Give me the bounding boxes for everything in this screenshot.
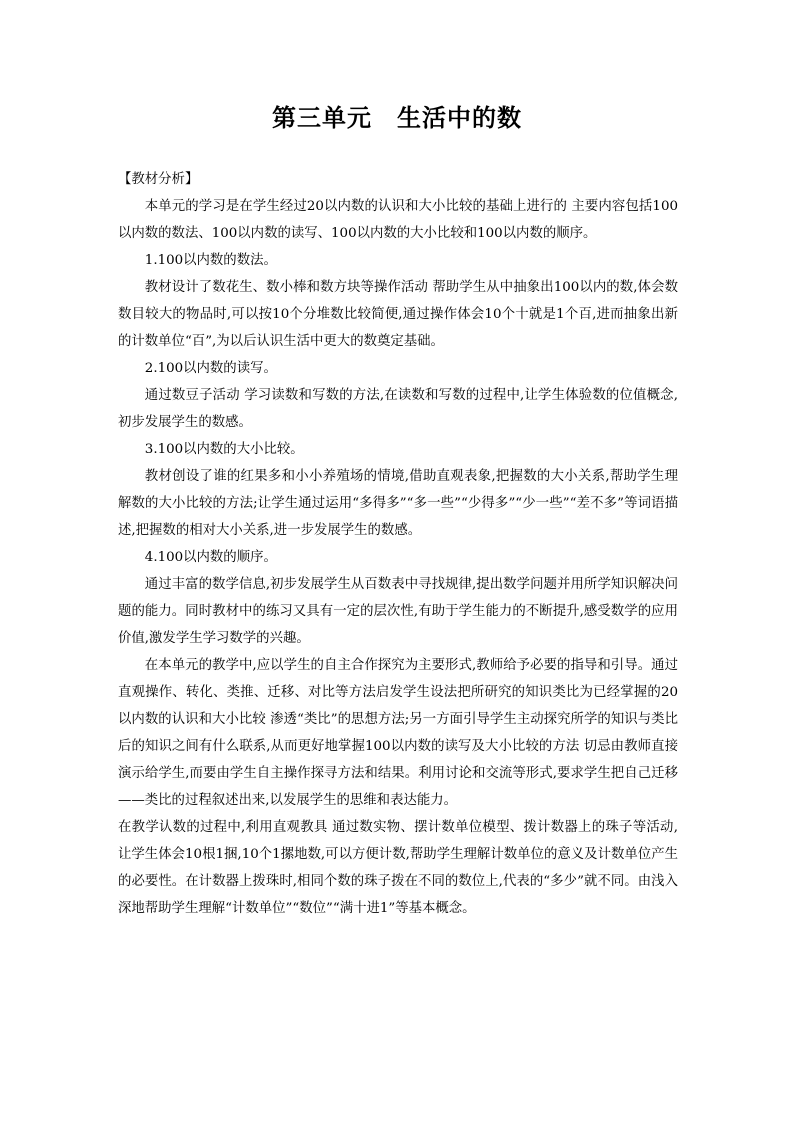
subheading-order: 4.100以内数的顺序。 — [144, 550, 277, 565]
subheading-counting: 1.100以内数的数法。 — [144, 253, 277, 268]
comparison-paragraph: 教材创设了谁的红果多和小小养殖场的情境,借助直观表象,把握数的大小关系,帮助学生理解数的大小比较的方法;让学生通过运用“多得多”“多一些”“少得多”“少一些”“差不多”等词语描述,把握数的相对大小关系,进一步发展学生的数感。 — [118, 469, 678, 538]
order-paragraph: 通过丰富的数学信息,初步发展学生从百数表中寻找规律,提出数学问题并用所学知识解决问题的能力。同时教材中的练习又具有一定的层次性,有助于学生能力的不断提升,感受数学的应用价值,激发学生学习数学的兴趣。 — [118, 577, 678, 646]
subheading-reading-writing: 2.100以内数的读写。 — [144, 361, 277, 376]
final-paragraph: 在教学认数的过程中,利用直观教具 通过数实物、摆计数单位模型、拨计数器上的珠子等活动,让学生体会10根1捆,10个1摞地数,可以方便计数,帮助学生理解计数单位的意义及计数单位产生的必要性。在计数器上拨珠时,相同个数的珠子拨在不同的数位上,代表的“多少”就不同。由浅入深地帮助学生理解“计数单位”“数位”“满十进1”等基本概念。 — [118, 820, 678, 916]
teaching-paragraph: 在本单元的教学中,应以学生的自主合作探究为主要形式,教师给予必要的指导和引导。通过直观操作、转化、类推、迁移、对比等方法启发学生设法把所研究的知识类比为已经掌握的20以内数的认识和大小比较 渗透“类比”的思想方法;另一方面引导学生主动探究所学的知识与类比后的知识之间有什么联系,从而更好地掌握100以内数的读写及大小比较的方法 切忌由教师直接演示给学生,而要由学生自主操作探寻方法和结果。利用讨论和交流等形式,要求学生把自己迁移——类比的过程叙述出来,以发展学生的思维和表达能力。 — [118, 658, 678, 808]
page-title: 第三单元 生活中的数 — [272, 104, 522, 132]
counting-paragraph: 教材设计了数花生、数小棒和数方块等操作活动 帮助学生从中抽象出100以内的数,体会数数目较大的物品时,可以按10个分堆数比较简便,通过操作体会10个十就是1个百,进而抽象出新的计数单位“百”,为以后认识生活中更大的数奠定基础。 — [118, 280, 678, 349]
section-heading: 【教材分析】 — [118, 172, 199, 187]
document-body — [118, 166, 678, 922]
reading-writing-paragraph: 通过数豆子活动 学习读数和写数的方法,在读数和写数的过程中,让学生体验数的位值概念,初步发展学生的数感。 — [118, 388, 678, 430]
subheading-comparison: 3.100以内数的大小比较。 — [144, 442, 304, 457]
intro-paragraph: 本单元的学习是在学生经过20以内数的认识和大小比较的基础上进行的 主要内容包括100以内数的数法、100以内数的读写、100以内数的大小比较和100以内数的顺序。 — [118, 199, 678, 241]
